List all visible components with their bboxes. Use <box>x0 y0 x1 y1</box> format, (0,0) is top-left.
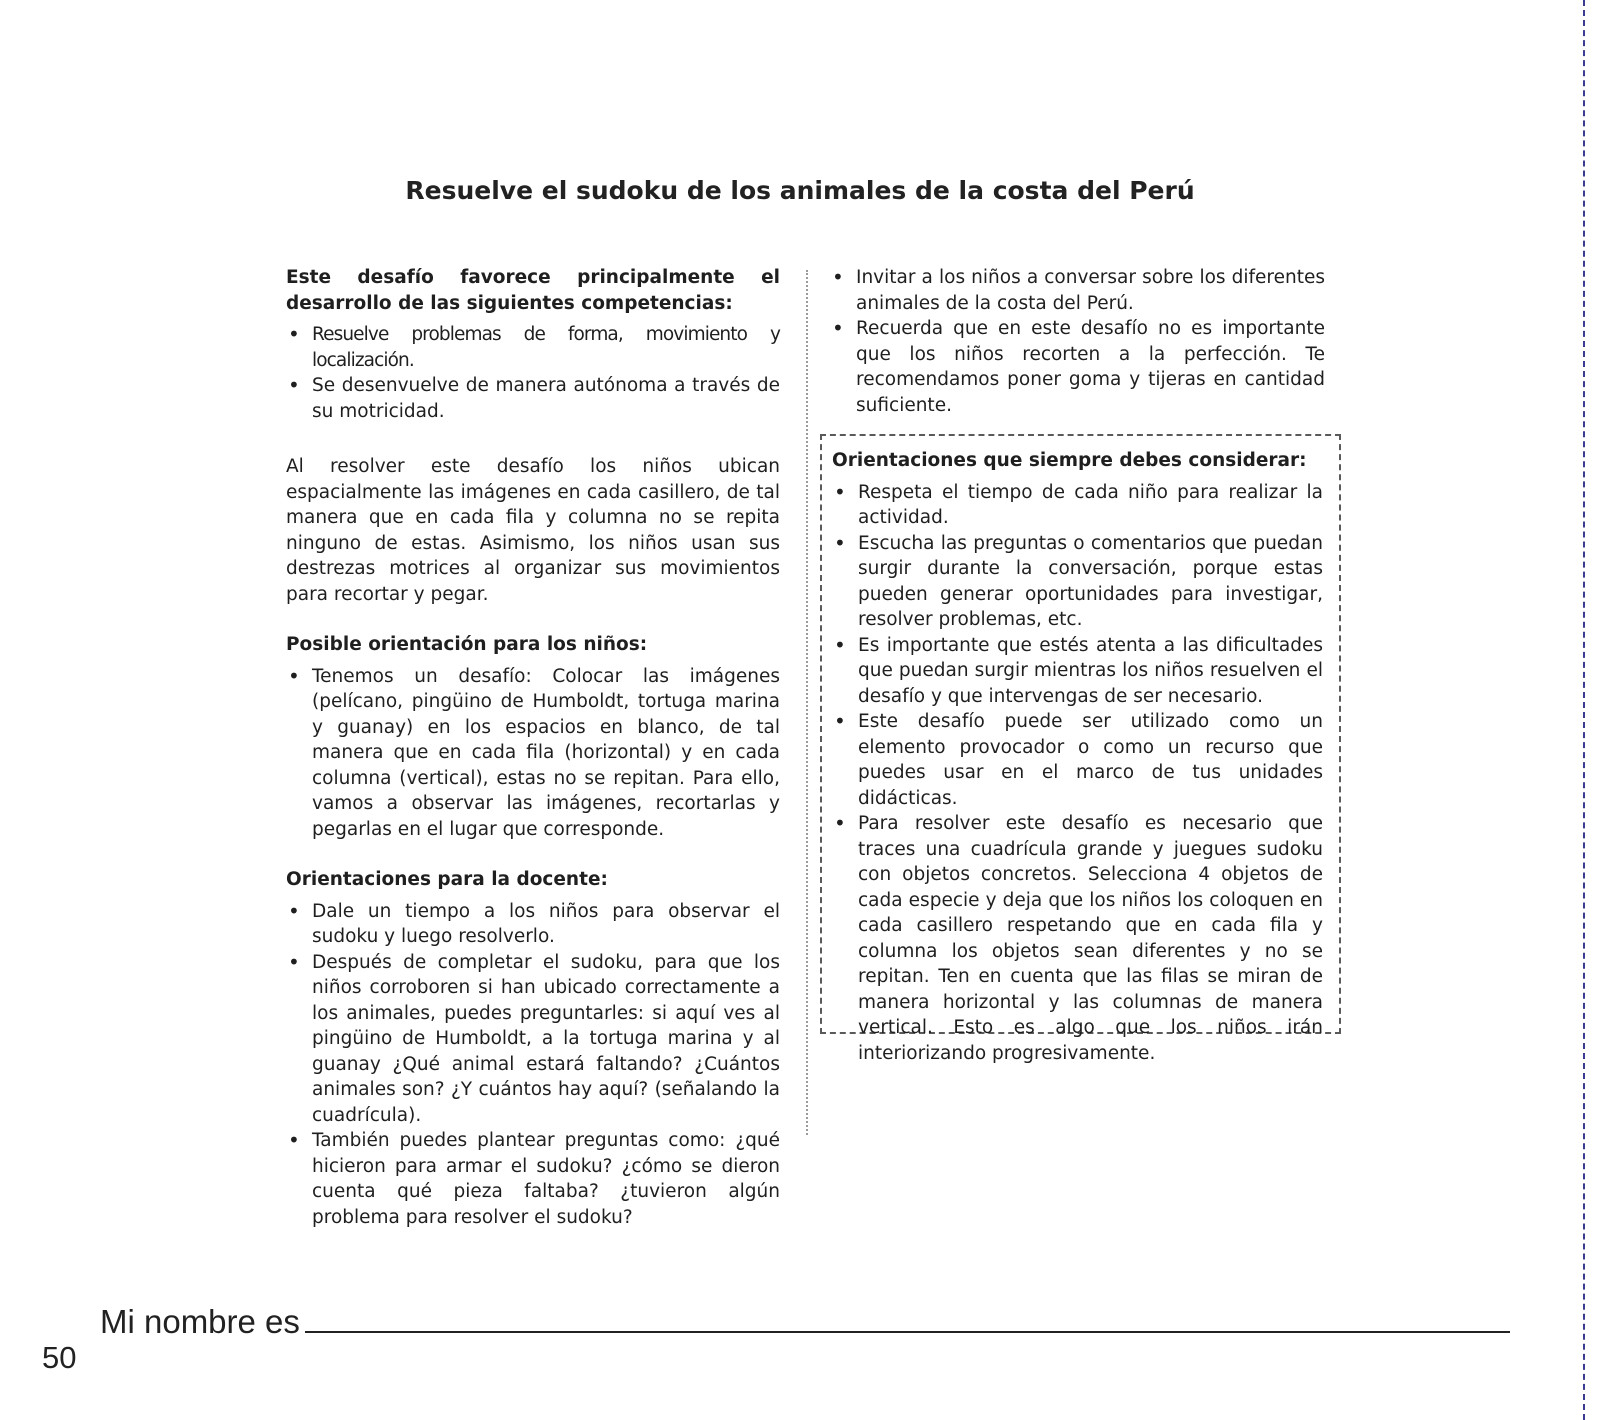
box-heading: Orientaciones que siempre debes considerar: <box>832 450 1307 471</box>
list-item: • Después de completar el sudoku, para que los niños corroboren si han ubicado correctamente a los animales, puedes preguntarles: si aquí ves al pingüino de Humboldt, a la tortuga marina y al guanay ¿Qué animal estará faltando? ¿Cuántos animales son? ¿Y cuántos hay aquí? (señalando la cuadrícula). <box>286 950 780 1129</box>
list-item: • Es importante que estés atenta a las dificultades que puedan surgir mientras los niños resuelven el desafío y que intervengas de ser necesario. <box>832 633 1323 710</box>
list-item: • Resuelve problemas de forma, movimiento y localización. <box>286 322 780 373</box>
orientaciones-docente-heading: Orientaciones para la docente: <box>286 869 608 890</box>
cut-guide-line <box>1583 0 1585 1420</box>
list-item: • Recuerda que en este desafío no es importante que los niños recorten a la perfección. Te recomendamos poner goma y tijeras en cantidad suficiente. <box>830 316 1325 418</box>
list-item: • Escucha las preguntas o comentarios que puedan surgir durante la conversación, porque estas pueden generar oportunidades para investigar, resolver problemas, etc. <box>832 531 1323 633</box>
intro-paragraph: Al resolver este desafío los niños ubican espacialmente las imágenes en cada casillero, de tal manera que en cada fila y columna no se repita ninguno de estas. Asimismo, los niños usan sus destrezas motrices al organizar sus movimientos para recortar y pegar. <box>286 456 780 605</box>
box-list <box>832 480 1323 1067</box>
name-write-line[interactable] <box>305 1331 1510 1333</box>
competencias-list <box>286 322 780 424</box>
list-item: • Este desafío puede ser utilizado como un elemento provocador o como un recurso que puedes usar en el marco de tus unidades didácticas. <box>832 709 1323 811</box>
orientacion-ninos-list <box>286 664 780 843</box>
orientaciones-box <box>820 434 1341 1064</box>
column-divider <box>806 270 808 1135</box>
page-title: Resuelve el sudoku de los animales de la costa del Perú <box>405 176 1195 205</box>
list-item: • Invitar a los niños a conversar sobre los diferentes animales de la costa del Perú. <box>830 265 1325 316</box>
list-item: • Se desenvuelve de manera autónoma a través de su motricidad. <box>286 373 780 424</box>
right-column <box>830 265 1325 418</box>
list-item: • También puedes plantear preguntas como: ¿qué hicieron para armar el sudoku? ¿cómo se dieron cuenta qué pieza faltaba? ¿tuvieron algún problema para resolver el sudoku? <box>286 1128 780 1230</box>
list-item: • Para resolver este desafío es necesario que traces una cuadrícula grande y juegues sudoku con objetos concretos. Selecciona 4 objetos de cada especie y deja que los niños los coloquen en cada casillero respetando que en cada fila y columna los objetos sean diferentes y no se repitan. Ten en cuenta que las filas se miran de manera horizontal y las columnas de manera vertical. Esto es algo que los niños irán interiorizando progresivamente. <box>832 811 1323 1066</box>
list-item: • Respeta el tiempo de cada niño para realizar la actividad. <box>832 480 1323 531</box>
name-label: Mi nombre es <box>100 1303 300 1340</box>
list-item: • Dale un tiempo a los niños para observar el sudoku y luego resolverlo. <box>286 899 780 950</box>
right-list <box>830 265 1325 418</box>
left-column <box>286 265 780 1230</box>
list-item: • Tenemos un desafío: Colocar las imágenes (pelícano, pingüino de Humboldt, tortuga marina y guanay) en los espacios en blanco, de tal manera que en cada fila (horizontal) y en cada columna (vertical), estas no se repitan. Para ello, vamos a observar las imágenes, recortarlas y pegarlas en el lugar que corresponde. <box>286 664 780 843</box>
competencias-heading: Este desafío favorece principalmente el desarrollo de las siguientes competencias: <box>286 267 780 314</box>
orientacion-ninos-heading: Posible orientación para los niños: <box>286 634 648 655</box>
page-number: 50 <box>42 1340 77 1375</box>
orientaciones-docente-list <box>286 899 780 1231</box>
